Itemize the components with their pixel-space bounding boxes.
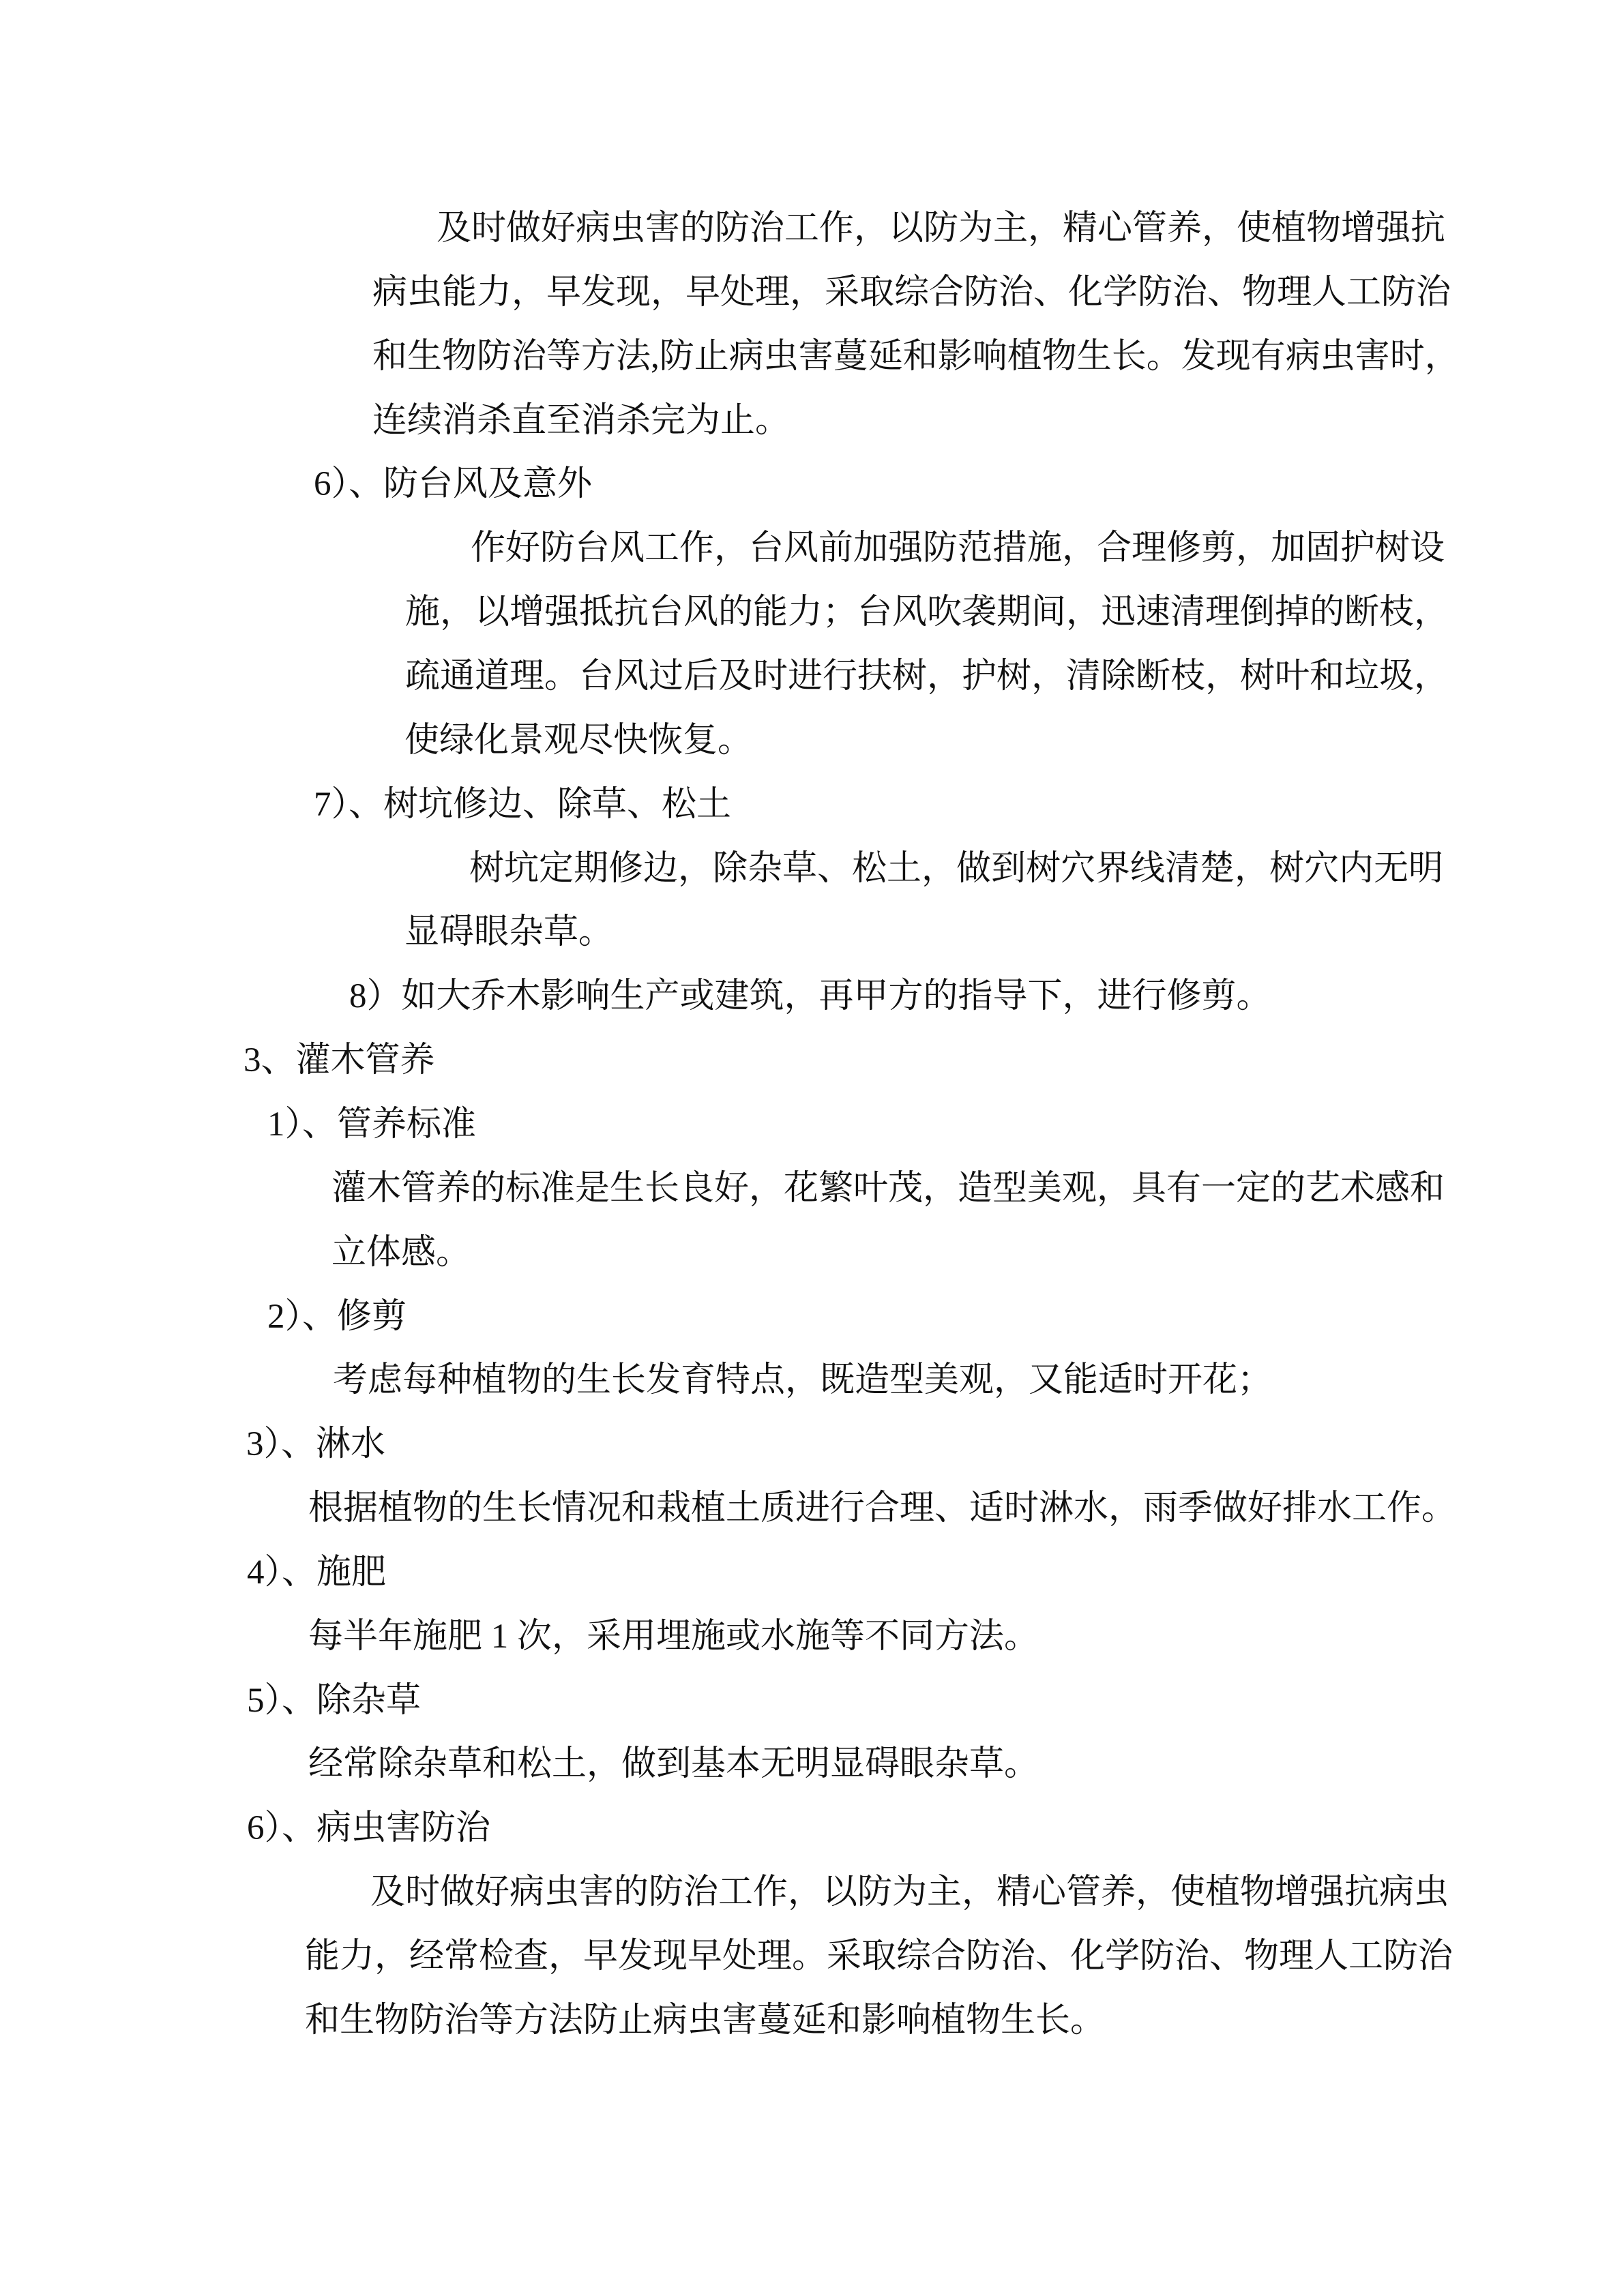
text-line: 使绿化景观尽快恢复。 <box>404 721 753 760</box>
text-line: 和生物防治等方法,防止病虫害蔓延和影响植物生长。发现有病虫害时， <box>372 338 1460 376</box>
list-item-heading: 2）、修剪 <box>267 1298 407 1336</box>
list-item-heading: 6）、病虫害防治 <box>247 1809 491 1847</box>
text-line: 连续消杀直至消杀完为止。 <box>372 402 791 440</box>
list-item-heading: 1）、管养标准 <box>267 1105 477 1144</box>
text-line: 及时做好病虫害的防治工作，以防为主，精心管养，使植物增强抗 <box>437 209 1446 248</box>
text-line: 及时做好病虫害的防治工作，以防为主，精心管养，使植物增强抗病虫 <box>370 1873 1449 1911</box>
text-line: 作好防台风工作，台风前加强防范措施，合理修剪，加固护树设 <box>471 529 1445 567</box>
text-line: 树坑定期修边，除杂草、松土，做到树穴界线清楚，树穴内无明 <box>469 850 1444 888</box>
text-line: 和生物防治等方法防止病虫害蔓延和影响植物生长。 <box>305 2001 1106 2040</box>
list-item-heading: 4）、施肥 <box>247 1553 387 1592</box>
text-line: 经常除杂草和松土，做到基本无明显碍眼杂草。 <box>308 1745 1039 1783</box>
text-line: 根据植物的生长情况和栽植土质进行合理、适时淋水，雨季做好排水工作。 <box>308 1489 1457 1527</box>
text-line: 显碍眼杂草。 <box>404 913 614 951</box>
list-item-heading: 7）、树坑修边、除草、松土 <box>314 786 732 824</box>
text-line: 施，以增强抵抗台风的能力；台风吹袭期间，迅速清理倒掉的断枝， <box>405 593 1449 631</box>
section-heading: 3、灌木管养 <box>243 1041 435 1079</box>
text-line: 灌木管养的标准是生长良好，花繁叶茂，造型美观，具有一定的艺术感和 <box>331 1169 1445 1208</box>
text-line: 病虫能力，早发现，早处理，采取综合防治、化学防治、物理人工防治 <box>372 273 1451 312</box>
text-line: 立体感。 <box>331 1234 471 1272</box>
list-item-heading: 3）、淋水 <box>246 1425 386 1463</box>
text-line: 每半年施肥 1 次，采用埋施或水施等不同方法。 <box>308 1617 1039 1656</box>
list-item-heading: 6）、防台风及意外 <box>314 465 593 503</box>
list-item-heading: 5）、除杂草 <box>247 1682 422 1720</box>
list-item-heading: 8）如大乔木影响生产或建筑，再甲方的指导下，进行修剪。 <box>349 977 1271 1015</box>
text-line: 考虑每种植物的生长发育特点，既造型美观，又能适时开花； <box>333 1361 1273 1399</box>
text-line: 能力，经常检查，早发现早处理。采取综合防治、化学防治、物理人工防治 <box>305 1937 1453 1976</box>
text-line: 疏通道理。台风过后及时进行扶树，护树，清除断枝，树叶和垃圾， <box>405 657 1449 696</box>
